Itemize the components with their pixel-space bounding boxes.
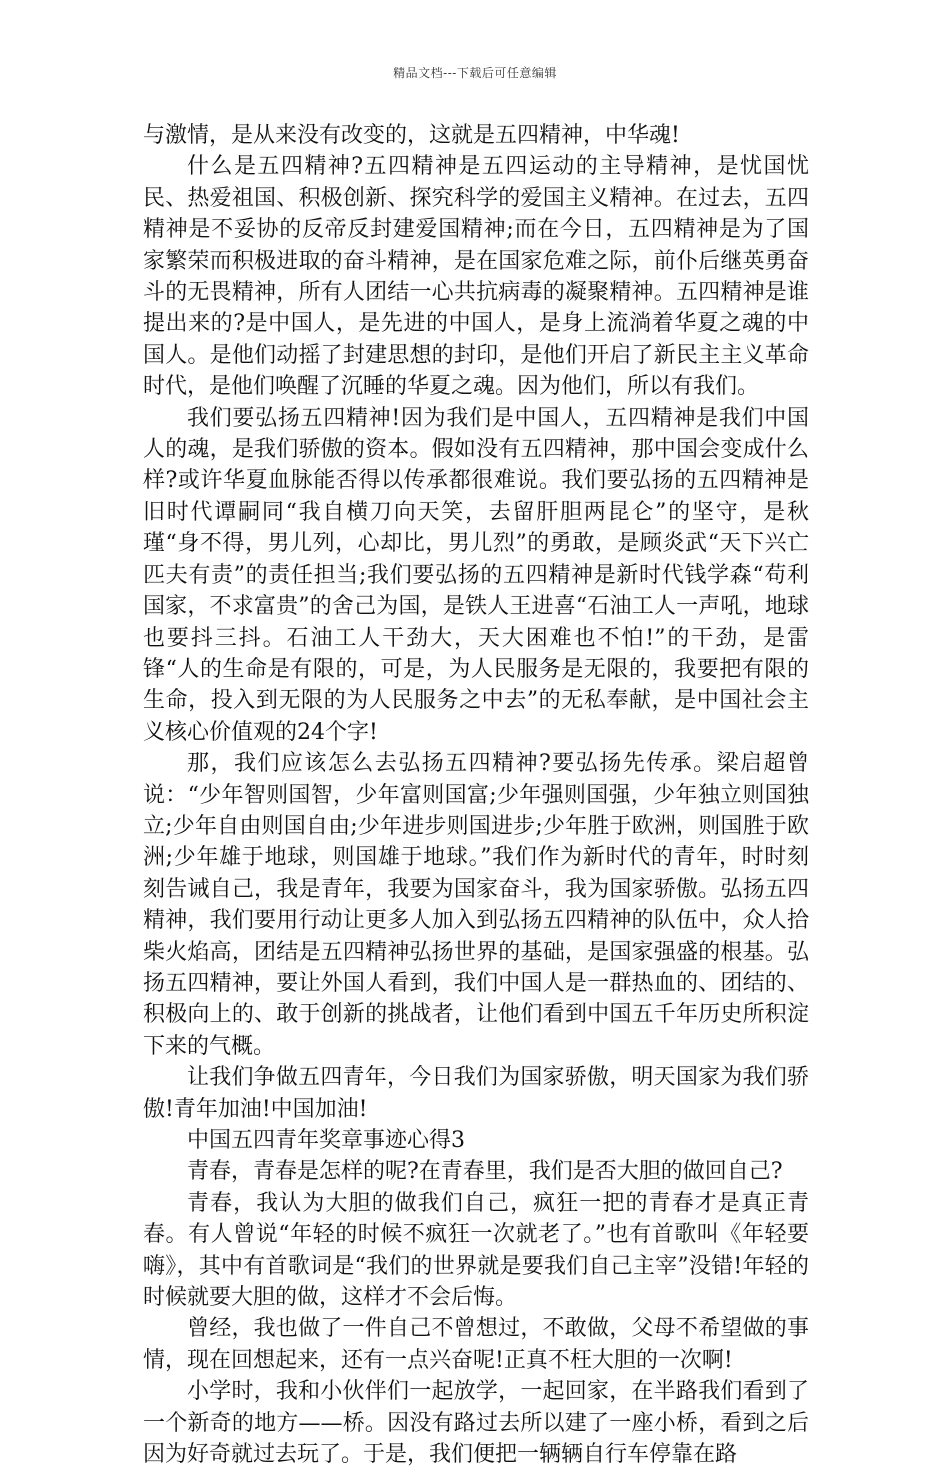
paragraph: 青春，青春是怎样的呢?在青春里，我们是否大胆的做回自己? bbox=[187, 1159, 783, 1185]
paragraph: 与激情，是从来没有改变的，这就是五四精神，中华魂! bbox=[143, 123, 680, 148]
paragraph: 曾经，我也做了一件自己不曾想过，不敢做，父母不希望做的事情，现在回想起来，还有一点兴奋呢!正真不枉大胆的一次啊! bbox=[143, 1316, 809, 1373]
paragraph: 什么是五四精神?五四精神是五四运动的主导精神，是忧国忧民、热爱祖国、积极创新、探究科学的爱国主义精神。在过去，五四精神是不妥协的反帝反封建爱国精神;而在今日，五四精神是为了国家繁荣而积极进取的奋斗精神，是在国家危难之际，前仆后继英勇奋斗的无畏精神，所有人团结一心共抗病毒的凝聚精神。五四精神是谁提出来的?是中国人，是先进的中国人，是身上流淌着华夏之魂的中国人。是他们动摇了封建思想的封印，是他们开启了新民主主义革命时代，是他们唤醒了沉睡的华夏之魂。因为他们，所以有我们。 bbox=[143, 154, 809, 400]
paragraph: 让我们争做五四青年，今日我们为国家骄傲，明天国家为我们骄傲!青年加油!中国加油! bbox=[143, 1065, 809, 1122]
paragraph: 小学时，我和小伙伴们一起放学，一起回家，在半路我们看到了一个新奇的地方——桥。因没有路过去所以建了一座小桥，看到之后因为好奇就过去玩了。于是，我们便把一辆辆自行车停靠在路 bbox=[143, 1379, 809, 1468]
paragraph: 青春，我认为大胆的做我们自己，疯狂一把的青春才是真正青春。有人曾说“年轻的时候不疯狂一次就老了。”也有首歌叫《年轻要嗨》，其中有首歌词是“我们的世界就是要我们自己主宰”没错!年轻的时候就要大胆的做，这样才不会后悔。 bbox=[143, 1190, 809, 1311]
paragraph: 我们要弘扬五四精神!因为我们是中国人，五四精神是我们中国人的魂，是我们骄傲的资本。假如没有五四精神，那中国会变成什么样?或许华夏血脉能否得以传承都很难说。我们要弘扬的五四精神是旧时代谭嗣同“我自横刀向天笑，去留肝胆两昆仑”的坚守，是秋瑾“身不得，男儿列，心却比，男儿烈”的勇敢，是顾炎武“天下兴亡匹夫有责”的责任担当;我们要弘扬的五四精神是新时代钱学森“苟利国家，不求富贵”的舍己为国，是铁人王进喜“石油工人一声吼，地球也要抖三抖。石油工人干劲大，天大困难也不怕!”的干劲，是雷锋“人的生命是有限的，可是，为人民服务是无限的，我要把有限的生命，投入到无限的为人民服务之中去”的无私奉献，是中国社会主义核心价值观的24个字! bbox=[143, 405, 809, 745]
page-header: 精品文档---下载后可任意编辑 bbox=[393, 66, 557, 80]
document-body bbox=[143, 120, 809, 1470]
section-heading: 中国五四青年奖章事迹心得3 bbox=[187, 1128, 465, 1153]
paragraph: 那，我们应该怎么去弘扬五四精神?要弘扬先传承。梁启超曾说：“少年智则国智，少年富则国富;少年强则国强，少年独立则国独立;少年自由则国自由;少年进步则国进步;少年胜于欧洲，则国胜于欧洲;少年雄于地球，则国雄于地球。”我们作为新时代的青年，时时刻刻告诫自己，我是青年，我要为国家奋斗，我为国家骄傲。弘扬五四精神，我们要用行动让更多人加入到弘扬五四精神的队伍中，众人拾柴火焰高，团结是五四精神弘扬世界的基础，是国家强盛的根基。弘扬五四精神，要让外国人看到，我们中国人是一群热血的、团结的、积极向上的、敢于创新的挑战者，让他们看到中国五千年历史所积淀下来的气概。 bbox=[143, 751, 809, 1059]
